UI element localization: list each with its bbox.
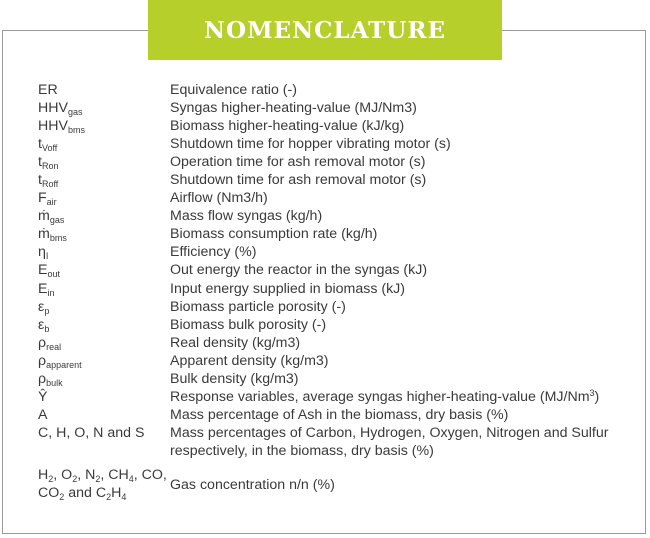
list-item — [38, 388, 638, 406]
definition: Shutdown time for ash removal motor (s) — [170, 172, 427, 189]
list-item — [38, 153, 638, 171]
symbol: $t_{Voff}$ — [38, 136, 58, 154]
symbol: C, H, O, N and S — [38, 424, 145, 441]
nomenclature-list — [38, 81, 638, 503]
list-item — [38, 298, 638, 316]
symbol: $\varepsilon_b$ — [38, 316, 50, 334]
symbol: $\rho_{apparent}$ — [38, 352, 82, 370]
list-item — [38, 316, 638, 334]
title-banner — [148, 0, 502, 60]
definition: Apparent density (kg/m3) — [170, 352, 329, 369]
page-title: NOMENCLATURE — [204, 16, 446, 44]
list-item — [38, 280, 638, 298]
list-item — [38, 334, 638, 352]
definition: Equivalence ratio (-) — [170, 82, 297, 98]
symbol: $H_2$, $O_2$, $N_2$, $CH_4$, CO, $CO_2$ and $C_2H_4$ — [38, 466, 167, 503]
symbol: $HHV_{bms}$ — [38, 118, 85, 136]
definition: Bulk density (kg/m3) — [170, 370, 299, 387]
symbol: ṁ$_{bms}$ — [38, 226, 67, 244]
definition: Response variables, average syngas higher-heating-value (MJ/Nm$^3$) — [170, 387, 600, 405]
list-item — [38, 225, 638, 243]
list-item — [38, 117, 638, 135]
list-item — [38, 466, 638, 503]
list-item — [38, 207, 638, 225]
symbol: $E_{in}$ — [38, 280, 55, 298]
definition: Out energy the reactor in the syngas (kJ) — [170, 262, 428, 279]
definition: Biomass particle porosity (-) — [170, 298, 346, 315]
list-item — [38, 189, 638, 207]
list-item — [38, 81, 638, 99]
definition: Gas concentration n/n (%) — [170, 476, 335, 493]
list-item — [38, 352, 638, 370]
definition: Operation time for ash removal motor (s) — [170, 154, 426, 171]
definition: Real density (kg/m3) — [170, 334, 301, 351]
symbol: $\rho_{bulk}$ — [38, 370, 63, 388]
symbol: $HHV_{gas}$ — [38, 100, 83, 118]
definition: Biomass bulk porosity (-) — [170, 316, 327, 333]
definition: Efficiency (%) — [170, 244, 257, 261]
definition: Biomass consumption rate (kg/h) — [170, 226, 378, 243]
definition: Mass percentage of Ash in the biomass, dry basis (%) — [170, 406, 509, 423]
symbol: $F_{air}$ — [38, 190, 57, 208]
definition: Input energy supplied in biomass (kJ) — [170, 280, 406, 297]
symbol: $\rho_{real}$ — [38, 334, 62, 352]
definition: Syngas higher-heating-value (MJ/Nm3) — [170, 100, 417, 117]
symbol: $t_{Roff}$ — [38, 172, 59, 190]
symbol: $t_{Ron}$ — [38, 154, 59, 172]
symbol: $\varepsilon_p$ — [38, 298, 50, 316]
list-item — [38, 406, 638, 424]
symbol: $E_{out}$ — [38, 262, 60, 280]
definition: Mass percentages of Carbon, Hydrogen, Oxygen, Nitrogen and Sulfur respectively, in the biomass, dry basis (%) — [170, 424, 609, 459]
symbol: A — [38, 406, 48, 423]
definition: Mass flow syngas (kg/h) — [170, 208, 323, 225]
symbol: Ŷ — [38, 388, 48, 405]
symbol: ṁ$_{gas}$ — [38, 208, 65, 226]
list-item — [38, 424, 638, 460]
definition: Airflow (Nm3/h) — [170, 190, 268, 207]
definition: Shutdown time for hopper vibrating motor (s) — [170, 136, 451, 153]
list-item — [38, 243, 638, 261]
list-item — [38, 370, 638, 388]
symbol: $\eta_I$ — [38, 244, 49, 262]
list-item — [38, 99, 638, 117]
definition: Biomass higher-heating-value (kJ/kg) — [170, 118, 405, 135]
symbol: ER — [38, 82, 58, 98]
list-item — [38, 135, 638, 153]
list-item — [38, 261, 638, 279]
list-item — [38, 171, 638, 189]
